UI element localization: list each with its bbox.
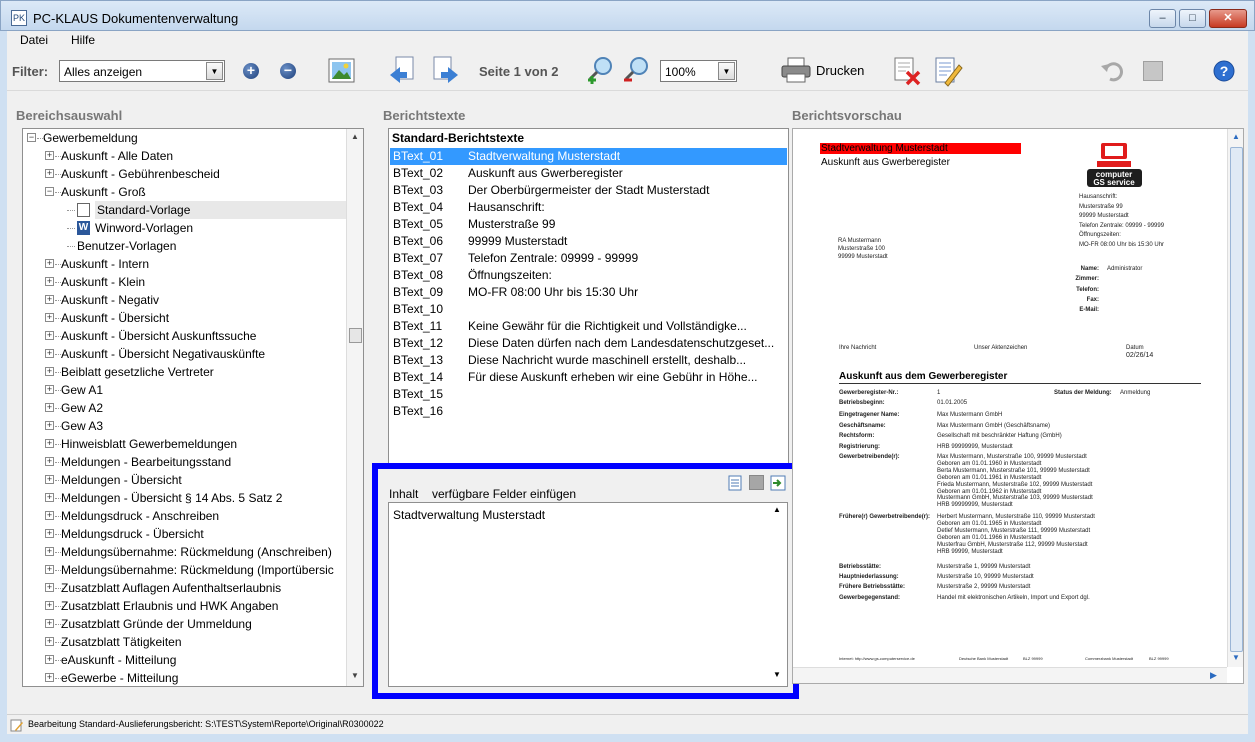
preview-text: Musterstraße 10, 99999 Musterstadt [937,574,1034,581]
preview-text: Öffnungszeiten: [1079,232,1121,239]
berichtstext-text: Diese Nachricht wurde maschinell erstellt, deshalb... [468,353,747,367]
scroll-down-icon[interactable]: ▼ [1232,653,1240,662]
menu-hilfe[interactable]: Hilfe [71,33,96,47]
zoom-select[interactable] [660,60,737,82]
berichtstext-id: BText_06 [393,234,444,248]
tree-item[interactable] [23,327,346,345]
preview-text: 99999 Musterstadt [1079,213,1129,220]
preview-text: Gewerbetreibende(r): [839,454,900,460]
preview-text: Gesellschaft mit beschränkter Haftung (GmbH) [937,433,1062,440]
tree-item-label: Auskunft - Übersicht Auskunftssuche [61,329,257,343]
tree-item[interactable] [23,615,346,633]
berichtstext-text: Für diese Auskunft erheben wir eine Gebühr in Höhe... [468,370,758,384]
tree-item[interactable] [23,219,346,237]
tree-item[interactable] [23,651,346,669]
berichtstext-id: BText_02 [393,166,444,180]
status-bar [7,714,1248,734]
expand-all-button[interactable]: + [243,63,259,79]
tree-item-label: Beiblatt gesetzliche Vertreter [61,365,214,379]
expand-icon[interactable]: + [46,672,53,682]
tree-item[interactable] [23,147,346,165]
tree-item-label: Meldungen - Übersicht § 14 Abs. 5 Satz 2 [61,491,283,505]
edit-document-icon[interactable] [933,55,963,87]
ref-ihre-nachricht: Ihre Nachricht [839,345,877,351]
preview-text: HRB 99999999, Musterstadt [937,502,1013,509]
berichtstext-text: 99999 Musterstadt [468,234,568,248]
preview-text: 99999 Musterstadt [838,254,888,260]
preview-text: Geboren am 01.01.1962 in Musterstadt [937,488,1042,495]
tree-item[interactable] [23,525,346,543]
close-button[interactable]: ✕ [1209,9,1247,28]
preview-text: Geboren am 01.01.1960 in Musterstadt [937,460,1042,467]
preview-text: 1 [937,390,941,396]
berichtstext-id: BText_14 [393,370,444,384]
preview-subtitle: Auskunft aus Gwerberegister [821,157,950,168]
berichtstext-id: BText_11 [393,319,443,333]
ref-aktenzeichen: Unser Aktenzeichen [974,345,1028,351]
title-bar [0,0,1255,31]
tree-item[interactable] [23,633,346,651]
zoom-out-icon[interactable] [621,55,651,87]
tree-item[interactable] [23,237,346,255]
preview-text: Betriebsstätte: [839,564,882,570]
preview-text: Geschäftsname: [839,422,886,429]
tree-item[interactable] [23,453,346,471]
expand-icon[interactable]: + [46,384,53,394]
contact-label: E-Mail: [1079,307,1099,314]
tree-item-label: eAuskunft - Mitteilung [61,653,177,667]
scroll-thumb[interactable] [349,328,362,343]
preview-text: Musterfrau GmbH, Musterstraße 112, 99999 Musterstadt [937,541,1088,548]
preview-text: Frühere Betriebsstätte: [839,584,906,591]
tree-item[interactable] [23,399,346,417]
footer-text: Commerzbank Musterstadt [1085,656,1134,661]
tree-item-label: Auskunft - Klein [61,275,146,289]
tree-item-label: Gew A2 [61,401,104,415]
tree-item[interactable] [23,669,346,686]
tree-item[interactable] [23,489,346,507]
tree-item[interactable] [23,183,346,201]
berichtstext-text: Keine Gewähr für die Richtigkeit und Vollständigke... [468,319,747,333]
logo-text: computer GS service [1093,170,1135,187]
help-icon[interactable] [1213,60,1235,82]
preview-text: Max Mustermann GmbH (Geschäftsname) [937,422,1051,429]
filter-label: Filter: [12,64,49,79]
expand-icon[interactable]: + [46,492,53,502]
word-icon: W [78,222,89,233]
contact-label: Name: [1080,266,1099,272]
tree-item-label: Zusatzblatt Tätigkeiten [61,635,182,649]
tree-item[interactable] [23,309,346,327]
tree-item[interactable] [23,381,346,399]
section-bereichsauswahl: Bereichsauswahl [16,108,123,123]
preview-vscroll[interactable] [1227,129,1244,667]
preview-text: Rechtsform: [839,433,875,440]
expand-icon[interactable]: + [46,276,53,286]
preview-scroll-thumb[interactable] [1230,147,1243,652]
image-icon[interactable] [328,58,355,83]
filter-select[interactable] [59,60,225,82]
berichtstext-text: Auskunft aus Gwerberegister [468,166,623,180]
preview-text: Eingetragener Name: [839,412,900,419]
tree-item-label: eGewerbe - Mitteilung [61,671,179,685]
berichtstext-row[interactable] [390,318,787,335]
preview-text: Betriebsbeginn: [839,400,885,407]
berichtstext-row[interactable] [390,199,787,216]
tree-item-label: Meldungsübernahme: Rückmeldung (Anschreiben) [61,545,332,559]
expand-icon[interactable]: + [46,456,53,466]
berichtstext-id: BText_13 [393,353,444,367]
tree-item-label: Meldungen - Bearbeitungsstand [61,455,232,469]
berichtstext-row[interactable] [390,335,787,352]
contact-label: Telefon: [1076,286,1099,293]
tree-item-label: Meldungen - Übersicht [61,473,182,487]
tree-item-label: Auskunft - Übersicht Negativauskünfte [61,347,266,361]
berichtstext-id: BText_03 [393,183,444,197]
tab-felder[interactable]: verfügbare Felder einfügen [432,487,577,501]
tree-item[interactable] [23,507,346,525]
berichtstext-id: BText_12 [393,336,444,350]
berichtstext-text: Stadtverwaltung Musterstadt [468,149,621,163]
preview-text: Hausanschrift: [1079,194,1118,200]
expand-icon[interactable]: + [46,618,53,628]
preview-text: Registrierung: [839,443,881,450]
berichtstext-text: Diese Daten dürfen nach dem Landesdatenschutzgeset... [468,336,775,350]
tree-item-label: Auskunft - Intern [61,257,150,271]
expand-icon[interactable]: + [46,528,53,538]
document-small-icon[interactable] [727,475,743,491]
berichtstext-id: BText_01 [393,149,444,163]
berichtstext-row[interactable] [390,352,787,369]
berichtstext-row[interactable] [390,284,787,301]
expand-icon[interactable]: + [46,636,53,646]
status-value: Anmeldung [1120,390,1151,396]
footer-text: BLZ 99999 [1023,656,1043,661]
editor-highlight [372,463,799,699]
tree-item-label: Auskunft - Übersicht [61,311,170,325]
tree-item-label: Auskunft - Groß [61,185,146,199]
ref-datum: Datum [1126,345,1144,351]
contact-label: Zimmer: [1075,276,1099,283]
section-berichtsvorschau: Berichtsvorschau [792,108,902,123]
tree-item[interactable] [23,417,346,435]
preview-text: Musterstraße 99 [1079,203,1123,210]
collapse-icon[interactable]: − [28,132,35,142]
expand-icon[interactable]: + [46,348,53,358]
tree-item[interactable] [23,165,346,183]
expand-icon[interactable]: + [46,510,53,520]
tree-item-label: Zusatzblatt Gründe der Ummeldung [61,617,252,631]
expand-icon[interactable]: + [46,564,53,574]
field-block-icon[interactable] [749,475,764,490]
preview-text: Gewerbegegenstand: [839,594,901,601]
tree-item-label: Standard-Vorlage [95,201,346,219]
preview-text: 01.01.2005 [937,400,968,407]
zoom-in-icon[interactable] [585,55,615,87]
menu-bar [7,31,1248,51]
scroll-up-icon[interactable]: ▲ [773,505,781,514]
berichtstext-text: Telefon Zentrale: 09999 - 99999 [468,251,639,265]
berichtstext-row[interactable] [390,403,787,420]
preview-hscroll[interactable] [793,667,1227,684]
preview-heading: Auskunft aus dem Gewerberegister [839,371,1008,382]
page-info: Seite 1 von 2 [479,64,559,79]
preview-text: Gewerberegister-Nr.: [839,390,899,396]
scroll-up-icon[interactable]: ▲ [1232,132,1240,141]
tree-item[interactable] [23,201,346,219]
expand-icon[interactable]: + [46,366,53,376]
scroll-right-icon[interactable]: ▶ [1210,670,1217,680]
expand-icon[interactable]: + [46,582,53,592]
insert-field-icon[interactable] [770,475,786,491]
toolbar [7,51,1248,91]
berichtstext-row[interactable] [390,301,787,318]
editor-content[interactable]: Stadtverwaltung Musterstadt [393,508,546,522]
window-title: PC-KLAUS Dokumentenverwaltung [33,11,239,26]
expand-icon[interactable]: + [46,312,53,322]
undo-icon[interactable] [1100,59,1124,83]
berichtstext-id: BText_09 [393,285,444,299]
berichtstext-row[interactable] [390,182,787,199]
tree-item-label: Auskunft - Alle Daten [61,149,174,163]
tree-item[interactable] [23,345,346,363]
ref-date-value: 02/26/14 [1126,352,1154,359]
expand-icon[interactable]: + [46,330,53,340]
berichtstext-id: BText_07 [393,251,444,265]
berichtstext-id: BText_08 [393,268,444,282]
preview-text: HRB 99999999, Musterstadt [937,443,1013,450]
berichtstext-id: BText_16 [393,404,444,418]
berichtstext-id: BText_04 [393,200,444,214]
scroll-down-icon[interactable]: ▼ [773,670,781,679]
berichtstext-row[interactable] [390,148,787,165]
printer-icon[interactable] [780,56,812,84]
tab-inhalt[interactable]: Inhalt [389,487,419,501]
preview-text: Geboren am 01.01.1965 in Musterstadt [937,520,1042,527]
tree-item-label: Gew A3 [61,419,104,433]
berichtstext-row[interactable] [390,250,787,267]
berichtstext-id: BText_05 [393,217,444,231]
heading-rule [839,383,1201,384]
zoom-value: 100% [665,65,696,79]
scroll-down-icon[interactable]: ▼ [351,671,359,680]
berichtstext-row[interactable] [390,165,787,182]
preview-text: Handel mit elektronischen Artikeln, Import und Export dgl. [937,594,1090,601]
expand-icon[interactable]: + [46,258,53,268]
tree-item[interactable] [23,561,346,579]
svg-text:?: ? [1219,63,1229,79]
tree-item[interactable] [23,363,346,381]
footer-text: BLZ 99999 [1149,656,1169,661]
section-berichtstexte: Berichtstexte [383,108,466,123]
expand-icon[interactable]: + [46,600,53,610]
berichtstext-id: BText_15 [393,387,444,401]
berichtstext-row[interactable] [390,216,787,233]
preview-text: Detlef Mustermann, Musterstraße 111, 99999 Musterstadt [937,527,1091,534]
preview-panel [792,128,1244,684]
tree-item-label: Meldungsdruck - Übersicht [61,527,204,541]
footer-text: Deutsche Bank Musterstadt [959,656,1009,661]
berichtstext-text: Hausanschrift: [468,200,545,214]
preview-text: Musterstraße 1, 99999 Musterstadt [937,564,1031,570]
list-header: Standard-Berichtstexte [392,131,525,145]
maximize-button[interactable]: □ [1179,9,1206,28]
tree-item-label: Auskunft - Gebührenbescheid [61,167,220,181]
tree-item[interactable] [23,273,346,291]
expand-icon[interactable]: + [46,546,53,556]
expand-icon[interactable]: + [46,474,53,484]
previous-page-icon[interactable] [387,55,417,87]
berichtstext-text: MO-FR 08:00 Uhr bis 15:30 Uhr [468,285,639,299]
berichtstext-text: Öffnungszeiten: [468,268,552,282]
berichtstext-row[interactable] [390,267,787,284]
collapse-all-button[interactable]: − [280,63,296,79]
expand-icon[interactable]: + [46,438,53,448]
berichtstext-text: Musterstraße 99 [468,217,556,231]
berichtstext-row[interactable] [390,386,787,403]
chevron-down-icon[interactable]: ▼ [718,62,735,80]
tree-item[interactable] [23,129,346,147]
preview-text: Geboren am 01.01.1961 in Musterstadt [937,474,1042,481]
scroll-up-icon[interactable]: ▲ [351,132,359,141]
next-page-icon[interactable] [431,55,461,87]
tree-item[interactable] [23,579,346,597]
preview-text: HRB 99999, Musterstadt [937,548,1003,555]
minimize-button[interactable]: – [1149,9,1176,28]
tree [23,129,346,686]
tree-item-label: Benutzer-Vorlagen [77,239,177,253]
tree-item[interactable] [23,255,346,273]
berichtstexte-list [388,128,789,464]
preview-text: RA Mustermann [838,238,882,244]
preview-text: Hauptniederlassung: [839,574,899,581]
tree-connector [67,228,75,229]
footer-text: Internet: http://www.gs-computerservice.de [839,656,915,661]
contact-label: Fax: [1086,296,1099,303]
berichtstext-text: Der Oberbürgermeister der Stadt Musterstadt [468,183,710,197]
tree-connector [67,246,75,247]
expand-icon[interactable]: + [46,420,53,430]
preview-text: Musterstraße 2, 99999 Musterstadt [937,584,1031,591]
expand-icon[interactable]: + [46,294,53,304]
expand-icon[interactable]: + [46,168,53,178]
tree-item[interactable] [23,597,346,615]
berichtstext-row[interactable] [390,233,787,250]
tree-item-label: Zusatzblatt Erlaubnis und HWK Angaben [61,599,279,613]
preview-text: Max Mustermann GmbH [937,412,1003,419]
client-area [7,31,1248,734]
tree-connector [67,210,75,211]
tree-item[interactable] [23,471,346,489]
tree-item-label: Hinweisblatt Gewerbemeldungen [61,437,238,451]
berichtstext-id: BText_10 [393,302,444,316]
preview-text: Frühere(r) Gewerbetreibende(r): [839,514,931,520]
preview-text: MO-FR 08:00 Uhr bis 15:30 Uhr [1079,242,1165,248]
expand-icon[interactable]: + [46,150,53,160]
tree-item-label: Gewerbemeldung [43,131,138,145]
edit-icon [10,718,24,732]
delete-document-icon[interactable] [892,55,922,87]
preview-text: Geboren am 01.01.1966 in Musterstadt [937,534,1042,541]
preview-text: Telefon Zentrale: 09999 - 99999 [1079,222,1165,229]
preview-text: Max Mustermann, Musterstraße 100, 99999 Musterstadt [937,454,1087,460]
print-button[interactable]: Drucken [816,63,865,78]
tree-scrollbar[interactable] [346,129,363,686]
tree-item-label: Winword-Vorlagen [95,221,194,235]
collapse-icon[interactable]: − [46,186,53,196]
bt-rows [390,148,787,448]
status-text: Bearbeitung Standard-Auslieferungsbericht: S:\TEST\System\Reporte\Original\R0300022 [28,719,384,729]
chevron-down-icon[interactable]: ▼ [206,62,223,80]
tree-item-label: Zusatzblatt Auflagen Aufenthaltserlaubnis [61,581,282,595]
tree-panel [22,128,364,687]
tree-item-label: Meldungsübernahme: Rückmeldung (Importübersic [61,563,334,577]
tree-item[interactable] [23,543,346,561]
menu-datei[interactable]: Datei [20,33,49,47]
document-icon [77,203,90,217]
preview-text: Administrator [1107,266,1143,272]
expand-icon[interactable]: + [46,654,53,664]
app-icon: PK [11,10,27,26]
editor-textarea[interactable] [388,502,788,687]
tree-item[interactable] [23,435,346,453]
filter-value: Alles anzeigen [64,65,143,79]
expand-icon[interactable]: + [46,402,53,412]
tree-item[interactable] [23,291,346,309]
disabled-tool-icon [1143,61,1163,81]
preview-text: Frieda Mustermann, Musterstraße 102, 99999 Musterstadt [937,481,1093,488]
tree-item-label: Gew A1 [61,383,104,397]
preview-header: Stadtverwaltung Musterstadt [821,143,948,154]
tree-item-label: Meldungsdruck - Anschreiben [61,509,220,523]
preview-text: Musterstraße 100 [838,246,886,252]
preview-text: Berta Mustermann, Musterstraße 101, 99999 Musterstadt [937,467,1090,474]
preview-text: Mustermann GmbH, Musterstraße 103, 99999 Musterstadt [937,495,1093,502]
preview-text: Herbert Mustermann, Musterstraße 110, 99999 Musterstadt [937,514,1095,520]
berichtstext-row[interactable] [390,369,787,386]
status-label: Status der Meldung: [1054,390,1112,396]
tree-item-label: Auskunft - Negativ [61,293,160,307]
